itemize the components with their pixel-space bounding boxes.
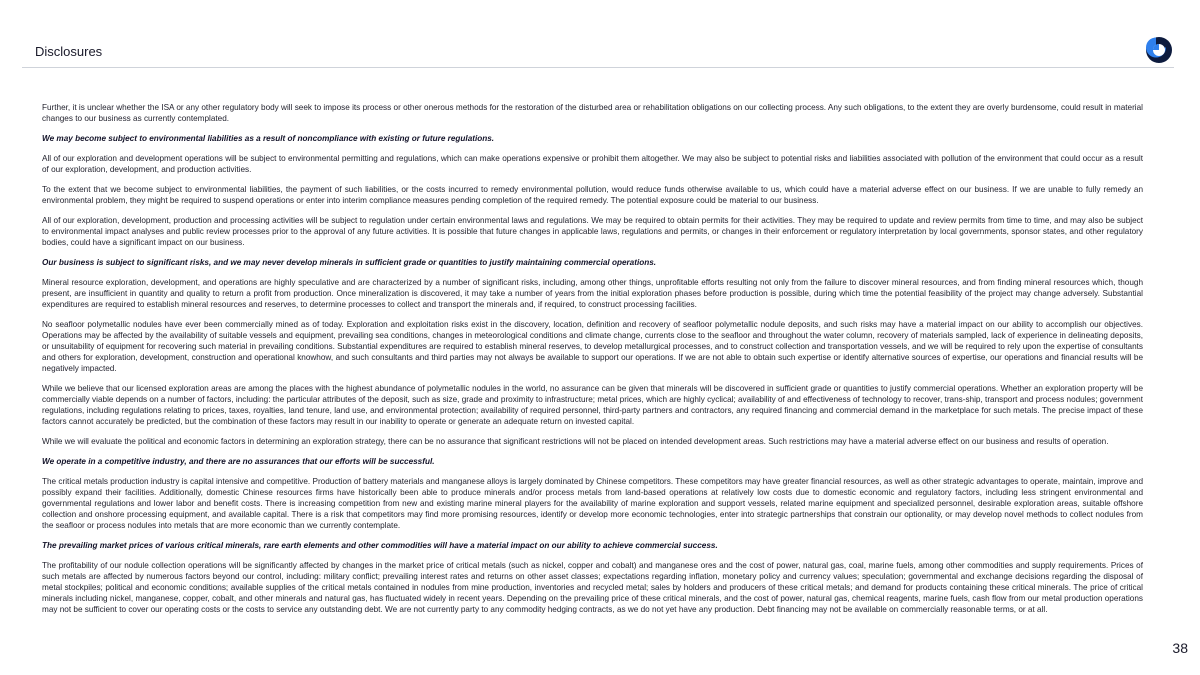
paragraph: The critical metals production industry is capital intensive and competitive. Production of battery materials and manganese alloys is largely dominated by Chinese competitors. These competitors may have greater financial resources, as well as other strategic advantages to operate, maintain, improve and possibly expand their facilities. Additionally, domestic Chinese resources firms have historically been able to produce minerals and/or process metals from land-based operations at relatively low costs due to domestic economic and regulatory factors, including less stringent environmental and governmental regulations and lower labor and benefit costs. There is increasing competition from new and existing marine mineral players for the availability of marine exploration and support vessels, related marine equipment and specialized personnel, desirable exploration areas, suitable offshore collection and onshore processing equipment, and available capital. There is a risk that competitors may find more promising resources, identify or develop more economic technologies, enter into strategic partnerships that constrain our optionality, or may develop novel methods to collect nodules from the seafloor or process nodules into metals that are more economic than we currently contemplate. — [42, 477, 1143, 530]
paragraph: No seafloor polymetallic nodules have ever been commercially mined as of today. Exploration and exploitation risks exist in the discovery, location, definition and recovery of seafloor polymetallic nodule deposits, and such risks may have a material impact on our ability to accomplish our objectives. Operations may be affected by the availability of suitable vessels and equipment, prevailing sea conditions, changes in meteorological conditions and climate change, currents close to the seafloor and throughout the water column, recovery of materials sampled, lack of experience in delineating deposits, or unsuitability of equipment for recovering such material in prevailing conditions. Substantial expenditures are required to establish mineral reserves, to develop metallurgical processes, and to construct collection and transportation vessels, and we will be required to rely upon the expertise of consultants and others for exploration, development, construction and operational knowhow, and such consultants and third parties may not always be available to support our operations. If we are not able to obtain such expertise or identify alternative sources of expertise, our operations and financial results will be negatively impacted. — [42, 320, 1143, 373]
company-logo-icon — [1144, 35, 1174, 65]
paragraph: While we will evaluate the political and economic factors in determining an exploration strategy, there can be no assurance that significant restrictions will not be placed on intended development areas. Such restrictions may have a material adverse effect on our business and results of operation. — [42, 437, 1109, 446]
paragraph: All of our exploration and development operations will be subject to environmental permitting and regulations, which can make operations expensive or prohibit them altogether. We may also be subject to potential risks and liabilities associated with pollution of the environment that could occur as a result of our exploration, development, and production activities. — [42, 154, 1143, 174]
paragraph: To the extent that we become subject to environmental liabilities, the payment of such liabilities, or the costs incurred to remedy environmental pollution, would reduce funds otherwise available to us, which could have a material adverse effect on our business. If we are unable to fully remedy an environmental problem, they might be required to suspend operations or enter into interim compliance measures pending completion of the required remedy. The potential exposure could be material to our business. — [42, 185, 1143, 205]
paragraph: While we believe that our licensed exploration areas are among the places with the highest abundance of polymetallic nodules in the world, no assurance can be given that minerals will be discovered in sufficient grade or quantities to justify commercial operations. Whether an exploration property will be commercially viable depends on a number of factors, including: the particular attributes of the deposit, such as size, grade and proximity to infrastructure; metal prices, which are highly cyclical; availability of and effectiveness of technology to recover, trans-ship, transport and process nodules; government regulations, including regulations relating to prices, taxes, royalties, land tenure, land use, and environmental protection; availability of required personnel, third-party partners and contractors, any required financing and commercial demand in the marketplace for such metals. The precise impact of these factors cannot accurately be predicted, but the combination of these factors may result in our inability to operate or generate an adequate return on invested capital. — [42, 384, 1143, 426]
paragraph: Mineral resource exploration, development, and operations are highly speculative and are characterized by a number of significant risks, including, among other things, unprofitable efforts resulting not only from the failure to discover mineral resources, and from finding mineral resources which, though present, are insufficient in quantity and quality to return a profit from production. Once mineralization is discovered, it may take a number of years from the initial exploration phases before production is possible, during which time the potential feasibility of the project may change adversely. Substantial expenditures are required to establish mineral resources and reserves, to determine processes to collect and transport the minerals and, if required, to construct processing facilities. — [42, 278, 1143, 309]
paragraph: Further, it is unclear whether the ISA or any other regulatory body will seek to impose its process or other onerous methods for the restoration of the disturbed area or rehabilitation obligations on our collecting process. Any such obligations, to the extent they are overly burdensome, could result in material changes to our business as currently contemplated. — [42, 103, 1143, 123]
page-number: 38 — [1172, 640, 1188, 656]
risk-heading: Our business is subject to significant risks, and we may never develop minerals in sufficient grade or quantities to justify maintaining commercial operations. — [42, 258, 657, 267]
header-divider — [22, 67, 1174, 68]
risk-heading: We operate in a competitive industry, and there are no assurances that our efforts will be successful. — [42, 457, 435, 466]
risk-heading: We may become subject to environmental liabilities as a result of noncompliance with existing or future regulations. — [42, 134, 495, 143]
paragraph: All of our exploration, development, production and processing activities will be subject to regulation under certain environmental laws and regulations. We may be required to obtain permits for their activities. They may be required to update and review permits from time to time, and may also be subject to environmental impact analyses and public review processes prior to the approval of any future activities. It is possible that future changes in applicable laws, regulations and permits, or changes in their enforcement or regulatory interpretation by local governments, sponsor states, and other regulatory bodies, could have a significant impact on our business. — [42, 216, 1143, 247]
page-title: Disclosures — [35, 44, 103, 59]
disclosure-body — [42, 102, 1143, 624]
paragraph: The profitability of our nodule collection operations will be significantly affected by changes in the market price of critical metals (such as nickel, copper and cobalt) and manganese ores and the cost of power, natural gas, coal, marine fuels, among other commodities and supply requirements. Prices of such metals are affected by numerous factors beyond our control, including: military conflict; prevailing interest rates and returns on other asset classes; expectations regarding inflation, monetary policy and currency values; speculation; governmental and exchange decisions regarding the disposal of metal stockpiles; political and economic conditions; available supplies of the critical metals contained in nodules from mine production, inventories and recycled metal; sales by holders and producers of these critical metals; and demand for products containing these critical minerals. The price of critical minerals including nickel, manganese, copper, cobalt, and other minerals and natural gas, has fluctuated widely in recent years. Depending on the prevailing price of these critical minerals, and the cost of power, natural gas, chemical reagents, marine fuels, cash flow from our metal production operations may not be sufficient to cover our operating costs or the costs to service any outstanding debt. We are not currently party to any commodity hedging contracts, as we do not yet have any production. Debt financing may not be available on commercially reasonable terms, or at all. — [42, 561, 1143, 614]
risk-heading: The prevailing market prices of various critical minerals, rare earth elements and other commodities will have a material impact on our ability to achieve commercial success. — [42, 541, 718, 550]
